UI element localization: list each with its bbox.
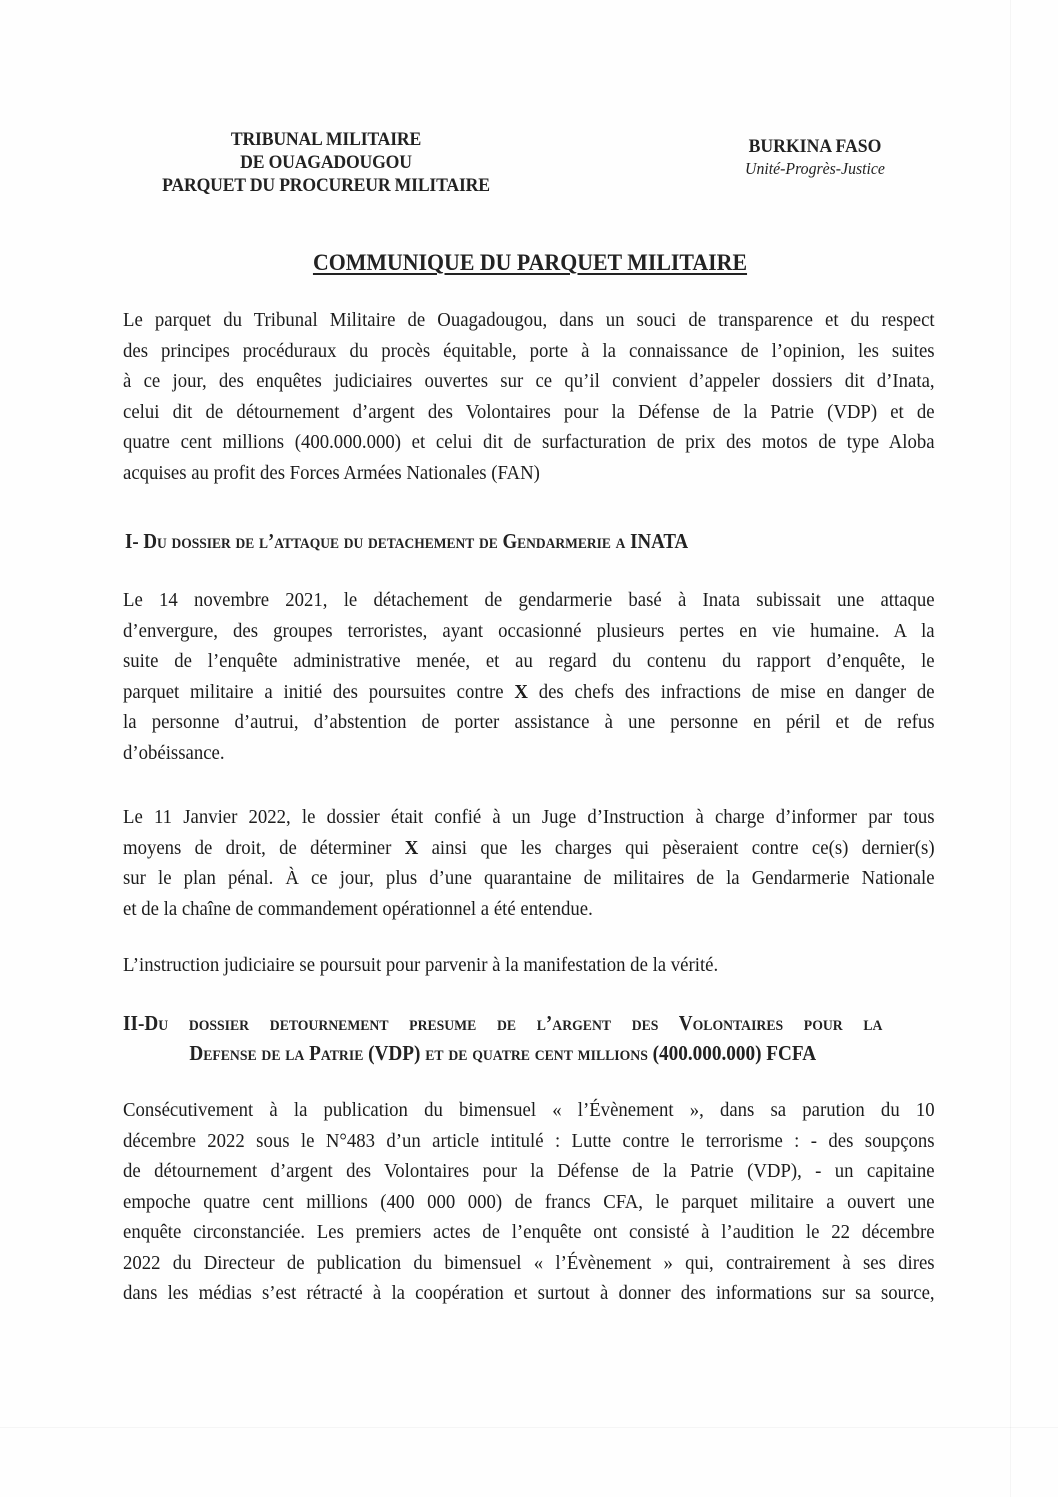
text-line: empoche quatre cent millions (400 000 000) de francs CFA, le parquet militaire a ouvert une <box>123 1190 935 1213</box>
text-segment: ainsi que les charges qui pèseraient contre ce(s) dernier(s) <box>418 836 935 859</box>
text-line: Le parquet du Tribunal Militaire de Ouagadougou, dans un souci de transparence et du respect <box>123 309 935 331</box>
text-line: des principes procéduraux du procès équitable, porte à la connaissance de l’opinion, les suites <box>123 339 935 362</box>
section-1-paragraph-3 <box>123 950 935 981</box>
country-name: BURKINA FASO <box>748 136 882 157</box>
text-line: 2022 du Directeur de publication du bimensuel « l’Évènement » qui, contrairement à ses dires <box>123 1251 935 1274</box>
scan-artifact <box>1010 0 1011 1497</box>
text-line: acquises au profit des Forces Armées Nationales (FAN) <box>123 461 540 484</box>
text-line: dans les médias s’est rétracté à la coopération et surtout à donner des informations sur sa source, <box>123 1282 935 1304</box>
section-2-title-line: Defense de la Patrie (VDP) et de quatre cent millions (400.000.000) FCFA <box>189 1041 817 1065</box>
text-line: celui dit de détournement d’argent des Volontaires pour la Défense de la Patrie (VDP) et de <box>123 400 935 423</box>
text-line: d’envergure, des groupes terroristes, ayant occasionné plusieurs pertes en vie humaine. A la <box>123 619 935 642</box>
text-line: sur le plan pénal. À ce jour, plus d’une quarantaine de militaires de la Gendarmerie Nationale <box>123 867 935 889</box>
country-motto: Unité-Progrès-Justice <box>745 159 885 178</box>
text-line <box>123 677 935 708</box>
text-line: à ce jour, des enquêtes judiciaires ouvertes sur ce qu’il convient d’appeler dossiers dit d’Inata, <box>123 370 935 392</box>
text-line: quatre cent millions (400.000.000) et celui dit de surfacturation de prix des motos de type Aloba <box>123 431 935 453</box>
text-line: Consécutivement à la publication du bimensuel « l’Évènement », dans sa parution du 10 <box>123 1099 935 1121</box>
text-line: Le 11 Janvier 2022, le dossier était confié à un Juge d’Instruction à charge d’informer par tous <box>123 806 935 828</box>
section-2-paragraph-1 <box>123 1095 935 1309</box>
defendant-x: X <box>514 680 528 703</box>
text-line <box>123 833 935 864</box>
scan-artifact <box>0 1427 1058 1428</box>
document-title: COMMUNIQUE DU PARQUET MILITAIRE <box>312 250 748 276</box>
text-line: de détournement d’argent des Volontaires pour la Défense de la Patrie (VDP), - un capitaine <box>123 1160 935 1182</box>
institution-line: TRIBUNAL MILITAIRE <box>230 129 422 150</box>
section-1-paragraph-1 <box>123 585 935 768</box>
text-segment: moyens de droit, de déterminer <box>123 836 405 859</box>
institution-line: DE OUAGADOUGOU <box>240 152 412 173</box>
text-segment: parquet militaire a initié des poursuites contre <box>123 680 515 703</box>
text-line: L’instruction judiciaire se poursuit pour parvenir à la manifestation de la vérité. <box>123 954 719 976</box>
text-line: la personne d’autrui, d’abstention de porter assistance à une personne en péril et de refus <box>123 711 935 733</box>
institution-line: PARQUET DU PROCUREUR MILITAIRE <box>162 175 490 196</box>
section-2-title-line: II-Du dossier detournement presume de l’argent des Volontaires pour la <box>123 1011 883 1035</box>
intro-paragraph <box>123 305 935 488</box>
text-line: d’obéissance. <box>123 741 225 764</box>
text-line: décembre 2022 sous le N°483 d’un article intitulé : Lutte contre le terrorisme : - des soupçons <box>123 1129 935 1152</box>
section-1-paragraph-2 <box>123 802 935 924</box>
defendant-x: X <box>404 836 419 859</box>
section-1-title: I- Du dossier de l’attaque du detachement de Gendarmerie a INATA <box>125 529 689 553</box>
text-line: suite de l’enquête administrative menée, et au regard du contenu du rapport d’enquête, le <box>123 650 935 672</box>
text-line: enquête circonstanciée. Les premiers actes de l’enquête ont consisté à l’audition le 22 décembre <box>123 1221 935 1243</box>
text-segment: des chefs des infractions de mise en danger de <box>527 680 935 703</box>
text-line: Le 14 novembre 2021, le détachement de gendarmerie basé à Inata subissait une attaque <box>123 589 935 611</box>
institution-header <box>140 128 512 197</box>
text-line: et de la chaîne de commandement opérationnel a été entendue. <box>123 897 593 920</box>
section-2-title <box>123 1008 882 1068</box>
country-header <box>720 135 910 180</box>
